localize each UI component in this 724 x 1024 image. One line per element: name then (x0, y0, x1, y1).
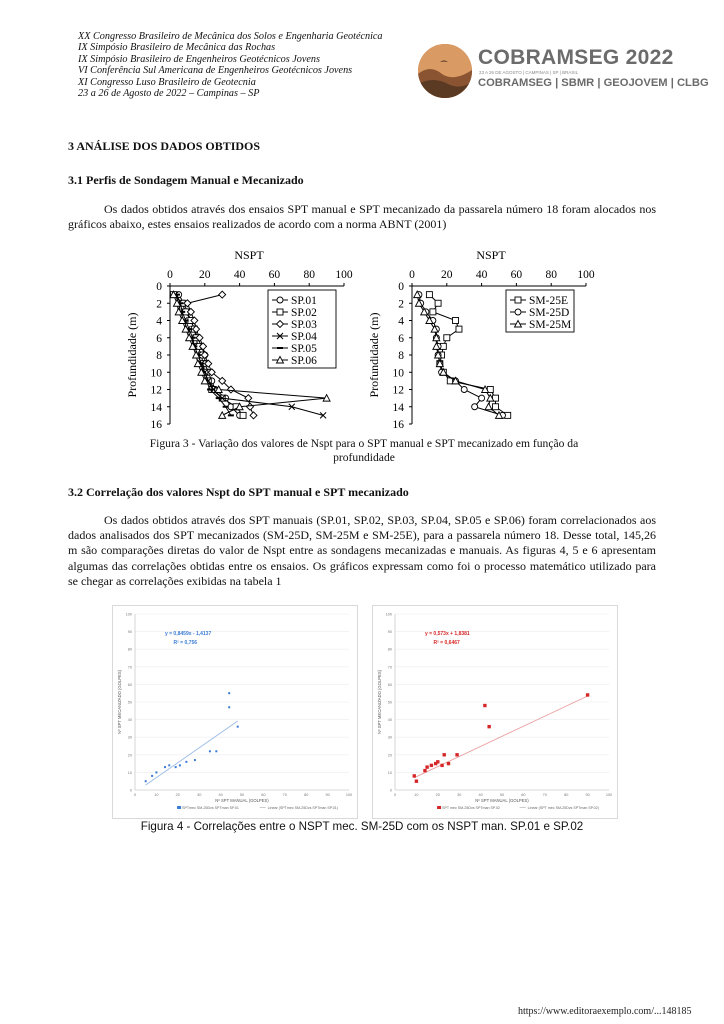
x-tick-label: 60 (268, 269, 281, 281)
data-point (515, 297, 521, 303)
data-point (456, 326, 462, 332)
y-tick-label: 60 (127, 682, 132, 687)
data-point (247, 403, 254, 410)
y-tick-label: 70 (387, 665, 392, 670)
data-point (453, 318, 459, 324)
logo-title: COBRAMSEG 2022 (478, 46, 674, 69)
x-tick-label: 50 (239, 793, 245, 797)
y-tick-label: 6 (398, 332, 404, 345)
y-tick-label: 80 (387, 647, 392, 652)
x-tick-label: 0 (133, 793, 137, 797)
x-tick-label: 10 (414, 793, 419, 797)
x-axis-label: Nº SPT MANUAL (GOLPES) (215, 798, 269, 803)
x-tick-label: 50 (499, 793, 505, 797)
data-point (250, 412, 257, 419)
conference-header (78, 31, 383, 99)
legend-label: SPTmec SM-25Dvs SPTman SP.01 (182, 806, 239, 810)
y-tick-label: 10 (392, 367, 404, 380)
y-tick-label: 0 (156, 281, 162, 293)
data-point (228, 692, 230, 694)
legend-label: SM-25E (529, 295, 568, 307)
trendline (146, 721, 238, 785)
y-tick-label: 2 (398, 298, 404, 311)
data-point (430, 764, 433, 767)
x-tick-label: 60 (521, 793, 526, 797)
data-point (423, 769, 426, 772)
x-tick-label: 60 (261, 793, 266, 797)
y-tick-label: 6 (156, 332, 162, 345)
y-tick-label: 14 (150, 401, 162, 414)
header-line: IX Simpósio Brasileiro de Mecânica das Rochas (78, 42, 276, 54)
data-point (443, 753, 446, 756)
y-axis-label: Nº SPT MECANIZADO (GOLPES) (117, 669, 122, 735)
y-tick-label: 16 (150, 419, 162, 431)
header-line: VI Conferência Sul Americana de Engenheiros Geotécnicos Jovens (78, 65, 353, 77)
y-tick-label: 40 (127, 718, 132, 723)
trend-equation: y = 0,573x + 1,8381 (424, 631, 470, 638)
data-point (175, 766, 177, 768)
legend-label: SP.01 (291, 295, 317, 307)
y-tick-label: 4 (398, 315, 404, 328)
x-tick-label: 20 (441, 269, 453, 281)
y-tick-label: 30 (387, 735, 392, 740)
data-point (455, 753, 458, 756)
data-point (237, 726, 239, 728)
x-tick-label: 100 (345, 793, 353, 797)
x-tick-label: 80 (303, 269, 315, 281)
data-point (425, 765, 428, 768)
paragraph: Os dados obtidos através dos SPT manuais (SP.01, SP.02, SP.03, SP.04, SP.05 e SP.06) foram correlacionados aos dados analisados dos SPT mecanizados (SM-25D, SM-25M e SM-25E), para a passarela número 18. Desse total, 145,26 m são comparações diretas do valor de Nspt entre as sondagens mecanizadas e manuais. As figuras 4, 5 e 6 apresentam algumas das correlações obtidas entre os ensaios. Os gráficos expressam como foi o processo matemático utilizado para se chegar as correlações exibidas na tabela 1 (68, 513, 656, 588)
y-tick-label: 40 (387, 718, 392, 723)
data-point (179, 764, 181, 766)
data-point (483, 704, 486, 707)
data-point (164, 766, 166, 768)
y-tick-label: 70 (127, 665, 132, 670)
y-tick-label: 12 (150, 384, 162, 397)
x-tick-label: 0 (167, 269, 173, 281)
x-tick-label: 80 (564, 793, 569, 797)
data-point (485, 403, 492, 410)
y-axis-label: Profundidade (m) (125, 312, 139, 398)
x-tick-label: 100 (605, 793, 613, 797)
y-tick-label: 0 (389, 788, 392, 793)
x-tick-label: 40 (233, 269, 246, 281)
x-tick-label: 40 (218, 793, 223, 797)
y-tick-label: 60 (387, 682, 392, 687)
data-point (472, 404, 478, 410)
trend-equation: y = 0,8459x - 1,4137 (164, 631, 212, 638)
x-tick-label: 80 (304, 793, 309, 797)
x-tick-label: 20 (199, 269, 211, 281)
data-point (219, 291, 226, 298)
y-tick-label: 10 (387, 770, 392, 775)
subsection-heading: 3.1 Perfis de Sondagem Manual e Mecanizado (68, 173, 304, 187)
x-axis-label: Nº SPT MANUAL (GOLPES) (475, 798, 529, 803)
y-tick-label: 30 (127, 735, 132, 740)
y-tick-label: 14 (392, 401, 404, 414)
x-tick-label: 0 (393, 793, 397, 797)
subsection-heading: 3.2 Correlação dos valores Nspt do SPT manual e SPT mecanizado (68, 485, 409, 499)
data-point (447, 762, 450, 765)
trendline (414, 696, 587, 778)
x-tick-label: 60 (510, 269, 523, 281)
chart-title: NSPT (476, 248, 506, 262)
correlation-chart-sp02 (372, 605, 618, 819)
y-tick-label: 20 (387, 753, 392, 758)
legend-marker (437, 806, 441, 809)
r-squared: R² = 0,6467 (433, 639, 460, 646)
data-point (461, 387, 467, 393)
data-point (277, 309, 283, 315)
depth-profile-chart-manual (118, 246, 358, 434)
y-tick-label: 12 (392, 384, 404, 397)
paragraph: Os dados obtidos através dos ensaios SPT manual e SPT mecanizado da passarela número 18 foram alocados nos gráficos abaixo, estes ensaios realizados de acordo com a norma ABNT (2001) (68, 202, 656, 232)
y-axis-label: Profundidade (m) (367, 312, 381, 398)
cobramseg-logo (418, 44, 709, 100)
x-tick-label: 100 (577, 269, 595, 281)
x-tick-label: 90 (325, 793, 330, 797)
x-tick-label: 10 (154, 793, 159, 797)
x-tick-label: 20 (175, 793, 180, 797)
y-tick-label: 90 (127, 630, 132, 635)
legend-label: SP.05 (291, 343, 317, 355)
legend-label: SPT mec SM-25Dvs SPTman SP.02 (442, 806, 500, 810)
y-tick-label: 50 (387, 700, 392, 705)
data-point (219, 412, 226, 419)
legend-label: SP.06 (291, 355, 317, 367)
legend-label: SM-25M (529, 319, 572, 331)
x-tick-label: 30 (197, 793, 202, 797)
correlation-chart-sp01 (112, 605, 358, 819)
y-tick-label: 8 (398, 350, 404, 362)
x-tick-label: 40 (478, 793, 483, 797)
data-point (515, 309, 521, 315)
logo-emblem (418, 44, 472, 98)
x-tick-label: 90 (585, 793, 590, 797)
data-point (413, 774, 416, 777)
r-squared: R² = 0,756 (173, 639, 198, 646)
x-tick-label: 30 (457, 793, 462, 797)
data-point (277, 297, 283, 303)
y-axis-label: Nº SPT MECANIZADO (GOLPES) (377, 669, 382, 735)
y-tick-label: 0 (129, 788, 132, 793)
data-point (444, 335, 450, 341)
page-footer-url: https://www.editoraexemplo.com/...148185 (518, 1006, 692, 1017)
y-tick-label: 2 (156, 298, 162, 311)
data-point (168, 764, 170, 766)
x-tick-label: 20 (435, 793, 440, 797)
legend-label: SP.03 (291, 319, 317, 331)
y-tick-label: 50 (127, 700, 132, 705)
x-tick-label: 80 (545, 269, 557, 281)
data-point (215, 750, 217, 752)
x-tick-label: 0 (409, 269, 415, 281)
logo-organizations: COBRAMSEG | SBMR | GEOJOVEM | CLBG (478, 77, 709, 89)
logo-subtitle: 23 A 26 DE AGOSTO | CAMPINAS | SP | BRASIL (479, 70, 579, 75)
data-point (194, 759, 196, 761)
x-tick-label: 40 (475, 269, 488, 281)
data-point (479, 395, 485, 401)
legend-label: SP.02 (291, 307, 317, 319)
x-tick-label: 70 (542, 793, 547, 797)
legend-label: SM-25D (529, 307, 570, 319)
data-point (155, 771, 157, 773)
legend-label: Linear (SPTmec SM-25Dvs SPTman SP.01) (267, 806, 338, 810)
x-tick-label: 70 (282, 793, 287, 797)
data-point (586, 693, 589, 696)
data-point (415, 780, 418, 783)
y-tick-label: 90 (387, 630, 392, 635)
y-tick-label: 100 (385, 612, 392, 617)
section-heading: 3 ANÁLISE DOS DADOS OBTIDOS (68, 139, 261, 153)
figure-caption: Figura 4 - Correlações entre o NSPT mec. SM-25D com os NSPT man. SP.01 e SP.02 (140, 820, 584, 833)
legend-marker (177, 806, 181, 809)
y-tick-label: 10 (127, 770, 132, 775)
data-point (151, 775, 153, 777)
data-point (493, 404, 499, 410)
x-tick-label: 100 (335, 269, 353, 281)
data-point (440, 764, 443, 767)
data-point (228, 706, 230, 708)
y-tick-label: 16 (392, 419, 404, 431)
data-point (436, 760, 439, 763)
legend-label: SP.04 (291, 331, 317, 343)
header-line: 23 a 26 de Agosto de 2022 – Campinas – SP (78, 88, 260, 100)
data-point (209, 750, 211, 752)
data-point (320, 412, 326, 418)
data-point (430, 309, 436, 315)
depth-profile-chart-mechanized (360, 246, 600, 434)
data-point (240, 412, 246, 418)
y-tick-label: 20 (127, 753, 132, 758)
legend-label: Linear (SPT mec SM-25Dvs SPTman SP.02) (527, 806, 599, 810)
y-tick-label: 8 (156, 350, 162, 362)
header-line: XI Congresso Luso Brasileiro de Geotecnia (78, 76, 256, 88)
y-tick-label: 100 (125, 612, 132, 617)
y-tick-label: 0 (398, 281, 404, 293)
y-tick-label: 4 (156, 315, 162, 328)
data-point (185, 761, 187, 763)
chart-title: NSPT (234, 248, 264, 262)
data-point (435, 300, 441, 306)
figure-caption: Figura 3 - Variação dos valores de Nspt para o SPT manual e SPT mecanizado em função da profundidade (149, 437, 579, 464)
header-line: XX Congresso Brasileiro de Mecânica dos Solos e Engenharia Geotécnica (78, 31, 383, 42)
header-line: IX Simpósio Brasileiro de Engenheiros Geotécnicos Jovens (78, 53, 320, 65)
y-tick-label: 10 (150, 367, 162, 380)
y-tick-label: 80 (127, 647, 132, 652)
data-point (487, 725, 490, 728)
data-point (145, 780, 147, 782)
data-point (426, 292, 432, 298)
